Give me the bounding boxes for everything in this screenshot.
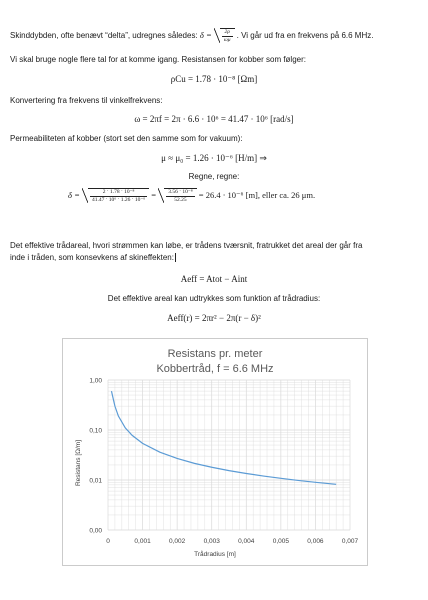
- intro-text-b: Vi går ud fra en frekvens på 6.6 MHz.: [241, 30, 374, 40]
- conversion-text: Konvertering fra frekvens til vinkelfrekvens:: [10, 96, 163, 105]
- x-tick-label: 0,002: [169, 538, 186, 545]
- aeff-r-equation: Aeff(r) = 2πr² − 2π(r − δ)²: [167, 313, 261, 323]
- y-tick-label: 0,01: [89, 477, 102, 485]
- intro-text: Skinddybden, ofte benævt “delta”, udregnes således: δ = $\frac{2\rho}{\omega\mu}$ . Vi går ud fra en frekvens på 6.6 MHz.: [10, 29, 374, 43]
- omega-equation: ω = 2πf = 2π ⋅ 6.6 ⋅ 10⁶ = 41.47 ⋅ 10⁶ [rad/s]: [134, 114, 294, 124]
- calc-num-1: 2 ⋅ 1.78 ⋅ 10⁻⁸: [90, 189, 147, 197]
- x-tick-label: 0,007: [341, 538, 359, 545]
- y-tick-label: 1,00: [89, 377, 102, 385]
- calc-fraction-2: [166, 189, 194, 204]
- delta-denominator: ωμ: [223, 37, 231, 43]
- calc-lhs: δ =: [68, 189, 80, 200]
- resistance-chart: [62, 338, 368, 566]
- x-tick-label: 0,001: [134, 538, 151, 545]
- x-tick-label: 0,003: [203, 538, 220, 545]
- y-tick-label: 0,10: [89, 427, 102, 435]
- rho-equation: ρCu = 1.78 ⋅ 10⁻⁸ [Ωm]: [170, 74, 258, 84]
- effective-area-text-2: [10, 253, 176, 263]
- calc-den-2: 52.25: [174, 197, 187, 203]
- calc-heading: Regne, regne:: [188, 172, 240, 181]
- area-function-text: Det effektive areal kan udtrykkes som funktion af trådradius:: [107, 294, 321, 303]
- y-axis-label: Resistans [Ω/m]: [75, 439, 82, 487]
- x-axis-label: Trådradius [m]: [194, 551, 236, 558]
- x-tick-label: 0: [106, 538, 110, 545]
- calc-fraction-1: [90, 189, 147, 204]
- effective-area-text-2-content: inde i tråden, som konsevkens af skineffekten:: [10, 253, 174, 262]
- calc-sqrt-2: [164, 188, 196, 204]
- effective-area-text-1: Det effektive trådareal, hvori strømmen kan løbe, er trådens tværsnit, fratrukket det areal der går fra: [10, 241, 363, 250]
- delta-sqrt: [220, 28, 235, 44]
- calc-result: = 26.4 ⋅ 10⁻⁶ [m], eller ca. 26 μm.: [198, 189, 316, 200]
- copper-text: Vi skal bruge nogle flere tal for at komme igang. Resistansen for kobber som følger:: [10, 55, 306, 64]
- delta-lhs: δ =: [199, 29, 212, 40]
- calc-den-1: 41.47 ⋅ 10⁶ ⋅ 1.26 ⋅ 10⁻⁶: [91, 197, 146, 203]
- delta-calc-equation: [68, 188, 315, 204]
- intro-text-a: Skinddybden, ofte benævt “delta”, udregnes således:: [10, 30, 198, 40]
- mu-equation: μ ≈ μ₀ = 1.26 ⋅ 10⁻⁶ [H/m] ⇒: [161, 153, 267, 163]
- delta-fraction: [222, 29, 233, 44]
- delta-numerator: 2ρ: [222, 29, 233, 37]
- x-tick-label: 0,004: [238, 538, 255, 545]
- delta-formula: [199, 29, 237, 43]
- x-tick-label: 0,005: [272, 538, 289, 545]
- chart-title: Resistans pr. meter: [167, 348, 263, 360]
- aeff-equation: Aeff = Atot − Aint: [180, 274, 248, 284]
- y-tick-label: 0,00: [89, 527, 102, 535]
- permeability-text: Permeabiliteten af kobber (stort set den samme som for vakuum):: [10, 134, 243, 143]
- chart-subtitle: Kobbertråd, f = 6.6 MHz: [156, 363, 274, 375]
- calc-sqrt-1: [88, 188, 149, 204]
- text-cursor: [175, 253, 176, 262]
- calc-equals: =: [151, 189, 157, 200]
- x-tick-label: 0,006: [307, 538, 324, 545]
- calc-num-2: 3.56 ⋅ 10⁻⁸: [168, 189, 193, 195]
